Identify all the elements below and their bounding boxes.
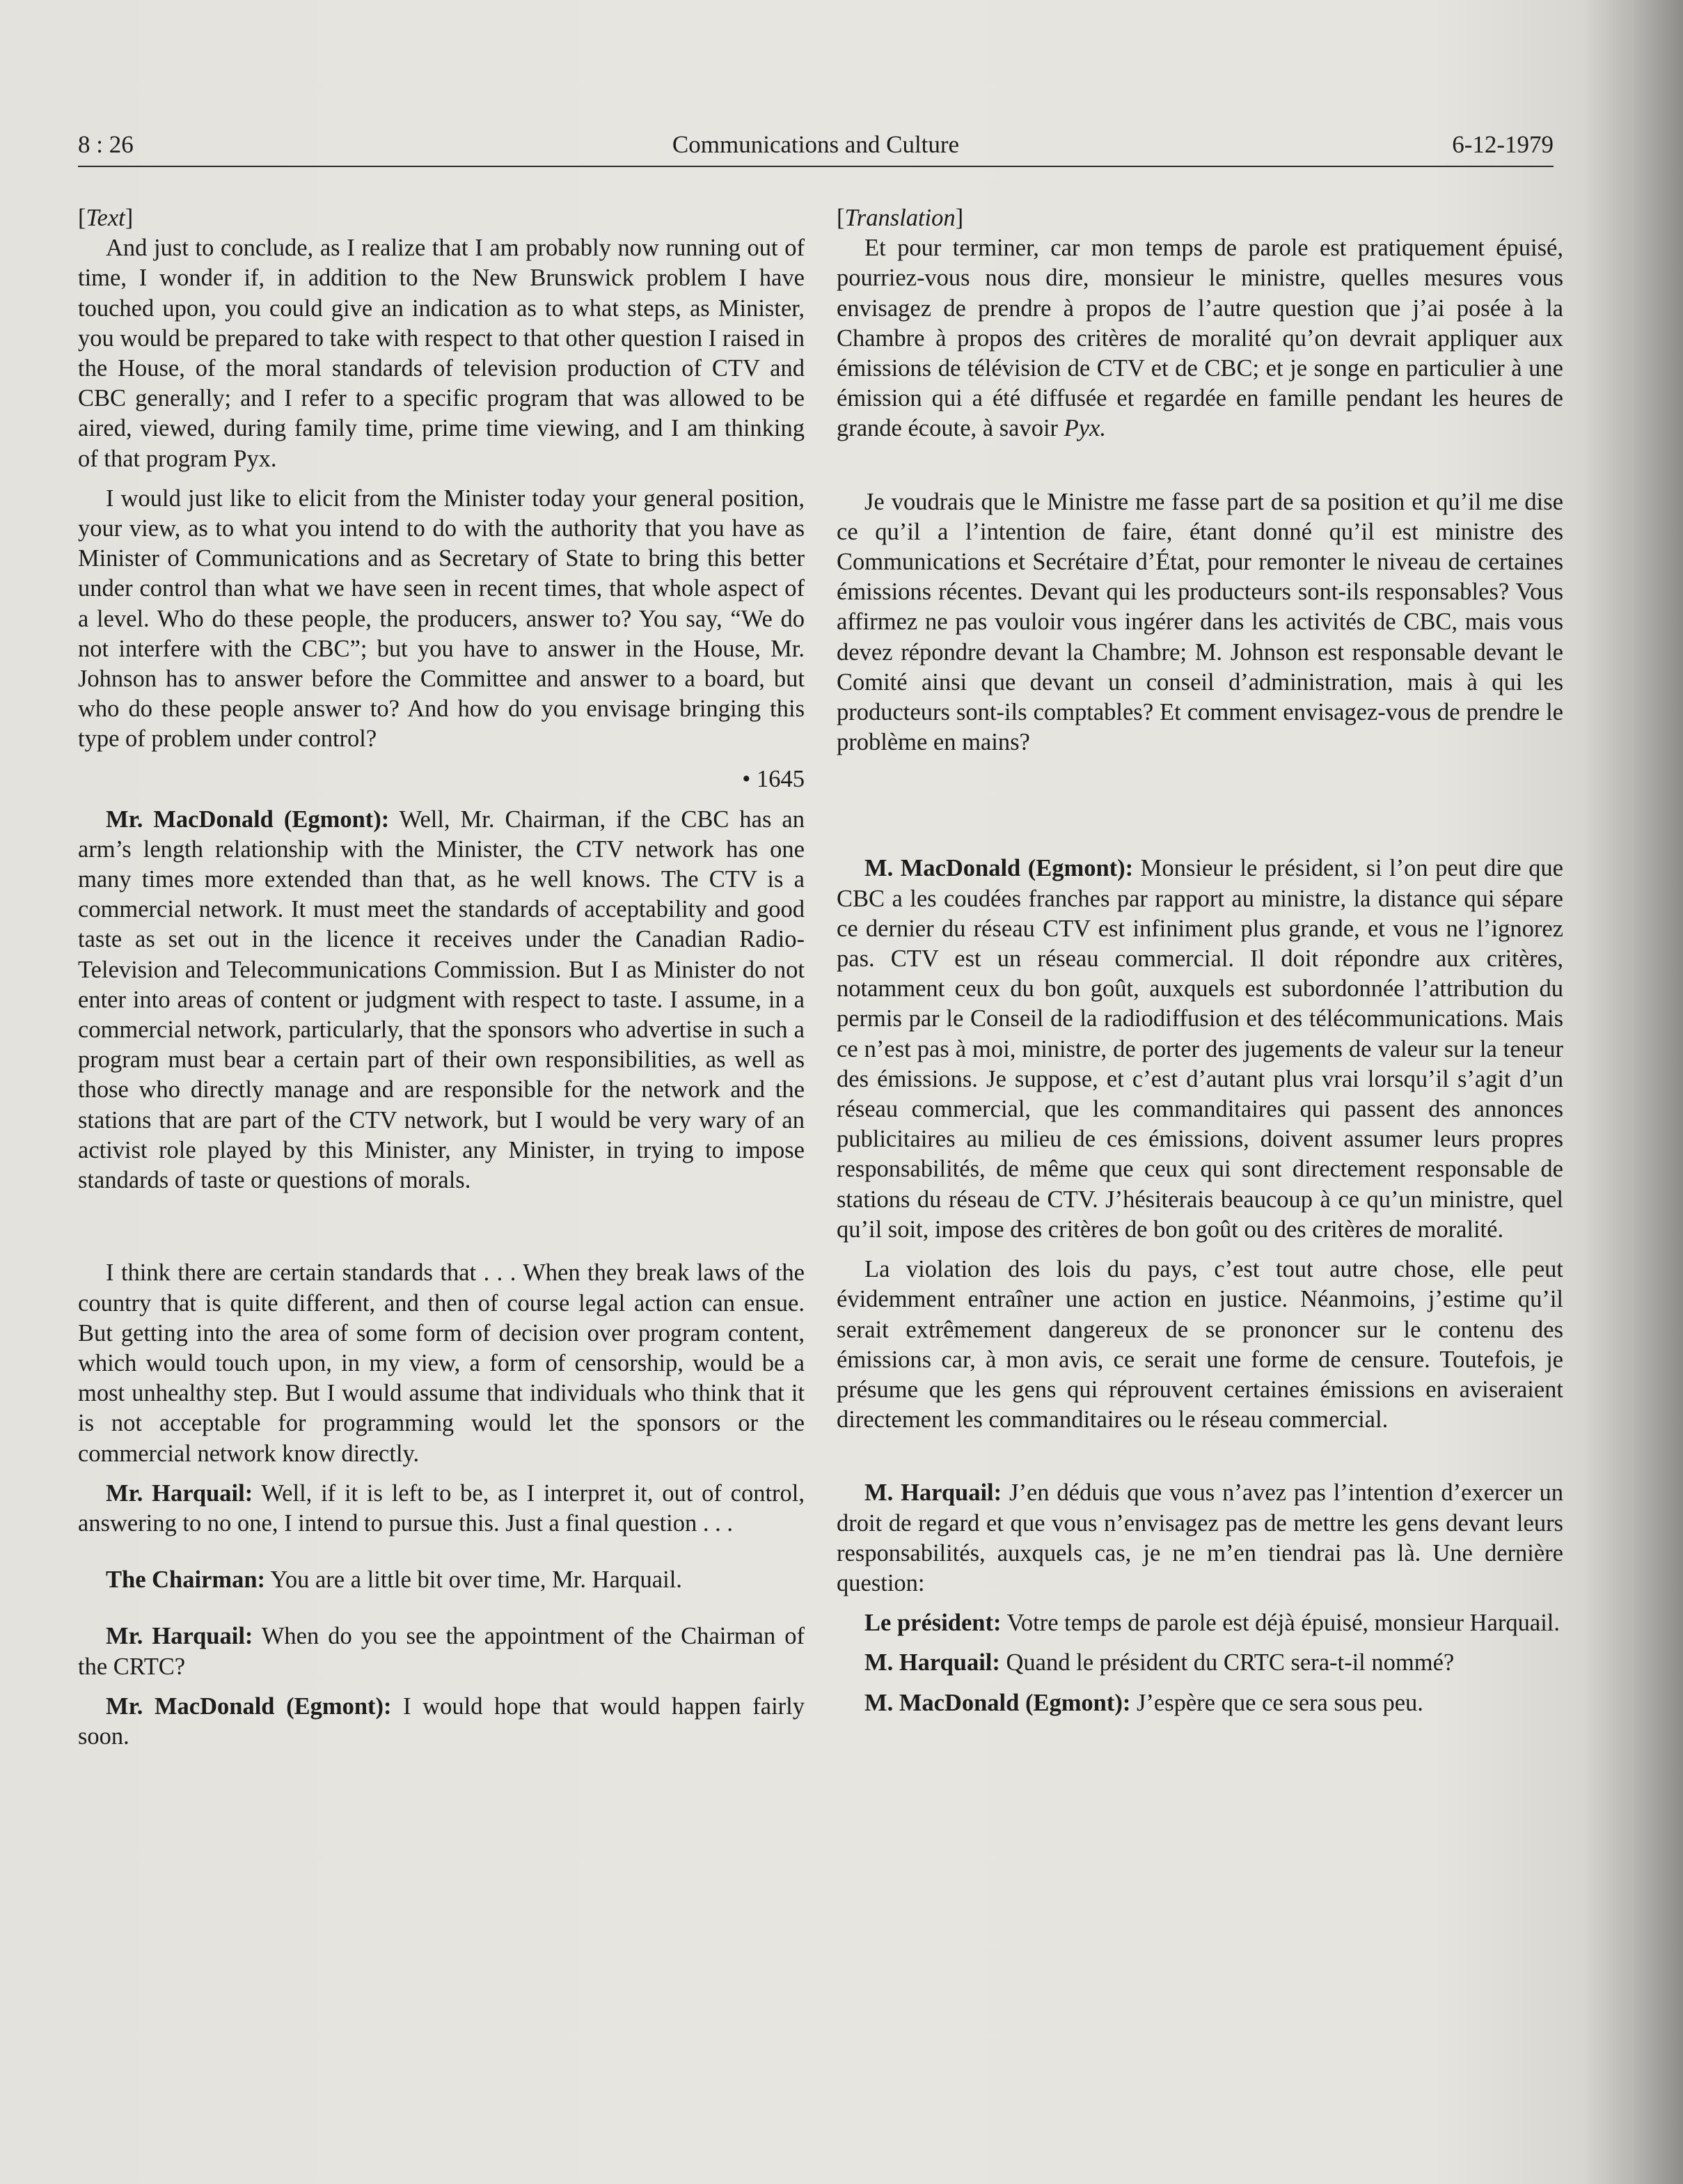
header-date: 6-12-1979: [1452, 131, 1554, 158]
speaker-name: Mr. Harquail:: [106, 1479, 253, 1507]
speaker-paragraph: M. MacDonald (Egmont): Monsieur le président, si l’on peut dire que CBC a les coudées franches par rapport au ministre, la distance qui sépare ce dernier du réseau CTV est infiniment plus grande, et vous ne l’ignorez pas. CTV est un réseau commercial. Il doit répondre aux critères, notamment ceux du bon goût, auxquels est subordonnée l’attribution du permis par le Conseil de la radiodiffusion et des télécommunications. Mais ce n’est pas à moi, ministre, de porter des jugements de valeur sur la teneur des émissions. Je suppose, et c’est d’autant plus vrai lorsqu’il s’agit d’un réseau commercial, que les commanditaires qui passent des annonces publicitaires au milieu de ces émissions, doivent assumer leurs propres responsabilités, de même que ceux qui sont directement responsable de stations du réseau de CTV. J’hésiterais beaucoup à ce qu’un ministre, quel qu’il soit, impose des critères de bon goût ou des critères de moralité.: [837, 855, 1563, 1243]
speaker-paragraph: The Chairman: You are a little bit over time, Mr. Harquail.: [106, 1566, 682, 1594]
speaker-paragraph: Mr. MacDonald (Egmont): Well, Mr. Chairman, if the CBC has an arm’s length relationship with the Minister, the CTV network has one many times more extended than that, as he well knows. The CTV is a commercial network. It must meet the standards of acceptability and good taste as set out in the licence it receives under the Canadian Radio-Television and Telecommunications Commission. But I as Minister do not enter into areas of content or judgment with respect to taste. I assume, in a commercial network, particularly, that the sponsors who advertise in such a program must bear a certain part of their own responsibilities, as well as those who directly manage and are responsible for the network and the stations that are part of the CTV network, but I would be very wary of an activist role played by this Minister, any Minister, in trying to impose standards of taste or questions of morals.: [78, 806, 805, 1194]
timestamp: • 1645: [742, 765, 805, 792]
speaker-name: Le président:: [864, 1610, 1002, 1637]
speaker-name: Mr. MacDonald (Egmont):: [106, 806, 390, 833]
paragraph: La violation des lois du pays, c’est tout autre chose, elle peut évidemment entraîner une action en justice. Néanmoins, j’estime qu’il serait extrêmement dangereux de se prononcer sur le contenu des émissions car, à mon avis, ce serait une forme de censure. Toutefois, je présume que les gens qui réprouvent certaines émissions en aviseraient directement les commanditaires ou le réseau commercial.: [837, 1256, 1563, 1433]
paragraph: Et pour terminer, car mon temps de parole est pratiquement épuisé, pourriez-vous nous dire, monsieur le ministre, quelles mesures vous envisagez de prendre à propos de l’autre question que j’ai posée à la Chambre à propos des critères de moralité qu’on devrait appliquer aux émissions de télévision de CTV et de CBC; et je songe en particulier à une émission qui a été diffusée et regardée en famille pendant les heures de grande écoute, à savoir Pyx.: [837, 235, 1563, 442]
french-column: [837, 203, 1563, 1718]
speaker-name: M. Harquail:: [864, 1649, 1000, 1676]
section-label-translation: [Translation]: [837, 205, 964, 231]
speaker-name: Mr. MacDonald (Egmont):: [106, 1692, 392, 1720]
section-label-text: [Text]: [78, 205, 134, 231]
speaker-paragraph: Mr. MacDonald (Egmont): I would hope that would happen fairly soon.: [78, 1692, 805, 1750]
speaker-paragraph: Mr. Harquail: When do you see the appointment of the Chairman of the CRTC?: [78, 1623, 805, 1680]
speaker-name: M. Harquail:: [864, 1479, 1002, 1507]
paragraph: And just to conclude, as I realize that I am probably now running out of time, I wonder if, in addition to the New Brunswick problem I have touched upon, you could give an indication as to what steps, as Minister, you would be prepared to take with respect to that other question I raised in the House, of the moral standards of television production of CTV and CBC generally; and I refer to a specific program that was allowed to be aired, viewed, during family time, prime time viewing, and I am thinking of that program Pyx.: [78, 235, 805, 472]
speaker-paragraph: M. Harquail: Quand le président du CRTC sera-t-il nommé?: [864, 1649, 1455, 1676]
paragraph: I think there are certain standards that . . . When they break laws of the country that is quite different, and then of course legal action can ensue. But getting into the area of some form of decision over program content, which would touch upon, in my view, a form of censorship, would be a most unhealthy step. But I would assume that individuals who think that it is not acceptable for programming would let the sponsors or the commercial network know directly.: [78, 1259, 805, 1467]
english-column: [78, 203, 805, 1752]
speaker-paragraph: M. Harquail: J’en déduis que vous n’avez pas l’intention d’exercer un droit de regard et que vous n’envisagez pas de mettre les gens devant leurs responsabilités, auxquels cas, je ne m’en tiendrai pas là. Une dernière question:: [837, 1479, 1564, 1596]
speaker-paragraph: Le président: Votre temps de parole est déjà épuisé, monsieur Harquail.: [864, 1610, 1560, 1637]
page-number: 8 : 26: [78, 131, 134, 158]
speaker-name: Mr. Harquail:: [106, 1623, 253, 1650]
speaker-paragraph: M. MacDonald (Egmont): J’espère que ce sera sous peu.: [864, 1689, 1423, 1716]
speaker-name: M. MacDonald (Egmont):: [864, 855, 1134, 882]
paragraph: I would just like to elicit from the Minister today your general position, your view, as to what you intend to do with the authority that you have as Minister of Communications and as Secretary of State to bring this better under control than what we have seen in recent times, that whole aspect of a level. Who do these people, the producers, answer to? You say, “We do not interfere with the CBC”; but you have to answer in the House, Mr. Johnson has to answer before the Committee and answer to a board, but who do these people answer to? And how do you envisage bringing this type of problem under control?: [78, 485, 805, 753]
running-title: Communications and Culture: [672, 131, 960, 158]
speaker-name: M. MacDonald (Egmont):: [864, 1689, 1131, 1716]
page-header: [78, 127, 1554, 167]
speaker-paragraph: Mr. Harquail: Well, if it is left to be, as I interpret it, out of control, answering to no one, I intend to pursue this. Just a final question . . .: [78, 1479, 805, 1537]
speaker-name: The Chairman:: [106, 1566, 266, 1594]
paragraph: Je voudrais que le Ministre me fasse part de sa position et qu’il me dise ce qu’il a l’intention de faire, étant donné qu’il est ministre des Communications et Secrétaire d’État, pour remonter le niveau de certaines émissions récentes. Devant qui les producteurs sont-ils responsables? Vous affirmez ne pas vouloir vous ingérer dans les activités de CBC, mais vous devez répondre devant la Chambre; M. Johnson est responsable devant le Comité ainsi que devant un conseil d’administration, mais à qui les producteurs sont-ils comptables? Et comment envisagez-vous de prendre le problème en mains?: [837, 488, 1563, 756]
